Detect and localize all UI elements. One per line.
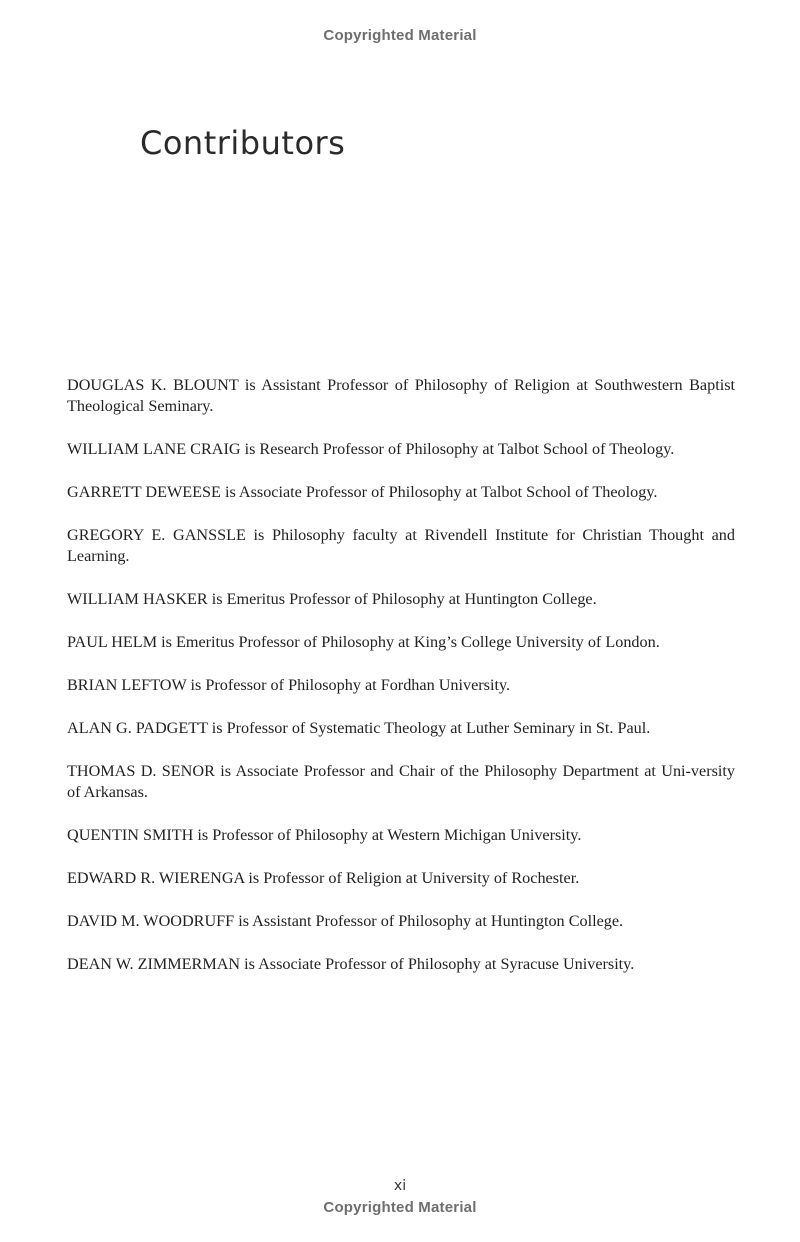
contributor-entry: GARRETT DEWEESE is Associate Professor of Philosophy at Talbot School of Theology. — [67, 483, 658, 501]
contributor-entry: GREGORY E. GANSSLE is Philosophy faculty at Rivendell Institute for Christian Thought and Learning. — [67, 526, 735, 565]
contributor-entry: EDWARD R. WIERENGA is Professor of Religion at University of Rochester. — [67, 869, 580, 887]
copyright-watermark-bottom: Copyrighted Material — [323, 1199, 477, 1216]
contributor-entry: DAVID M. WOODRUFF is Assistant Professor of Philosophy at Huntington College. — [67, 912, 624, 930]
contributor-entry: ALAN G. PADGETT is Professor of Systematic Theology at Luther Seminary in St. Paul. — [67, 719, 651, 737]
contributor-entry: WILLIAM LANE CRAIG is Research Professor of Philosophy at Talbot School of Theology. — [67, 440, 675, 458]
contributor-entry: PAUL HELM is Emeritus Professor of Philosophy at King’s College University of London. — [67, 633, 660, 651]
contributors-list — [67, 375, 735, 997]
contributor-entry: THOMAS D. SENOR is Associate Professor and Chair of the Philosophy Department at Uni-versity of Arkansas. — [67, 762, 735, 801]
contributor-entry: QUENTIN SMITH is Professor of Philosophy at Western Michigan University. — [67, 826, 582, 844]
contributor-entry: DOUGLAS K. BLOUNT is Assistant Professor of Philosophy of Religion at Southwestern Baptist Theological Seminary. — [67, 376, 735, 415]
page-title: Contributors — [140, 124, 346, 162]
contributor-entry: BRIAN LEFTOW is Professor of Philosophy at Fordhan University. — [67, 676, 511, 694]
page-number: xi — [393, 1178, 407, 1194]
copyright-watermark-top: Copyrighted Material — [323, 27, 477, 44]
contributor-entry: WILLIAM HASKER is Emeritus Professor of Philosophy at Huntington College. — [67, 590, 597, 608]
contributor-entry: DEAN W. ZIMMERMAN is Associate Professor of Philosophy at Syracuse University. — [67, 955, 635, 973]
